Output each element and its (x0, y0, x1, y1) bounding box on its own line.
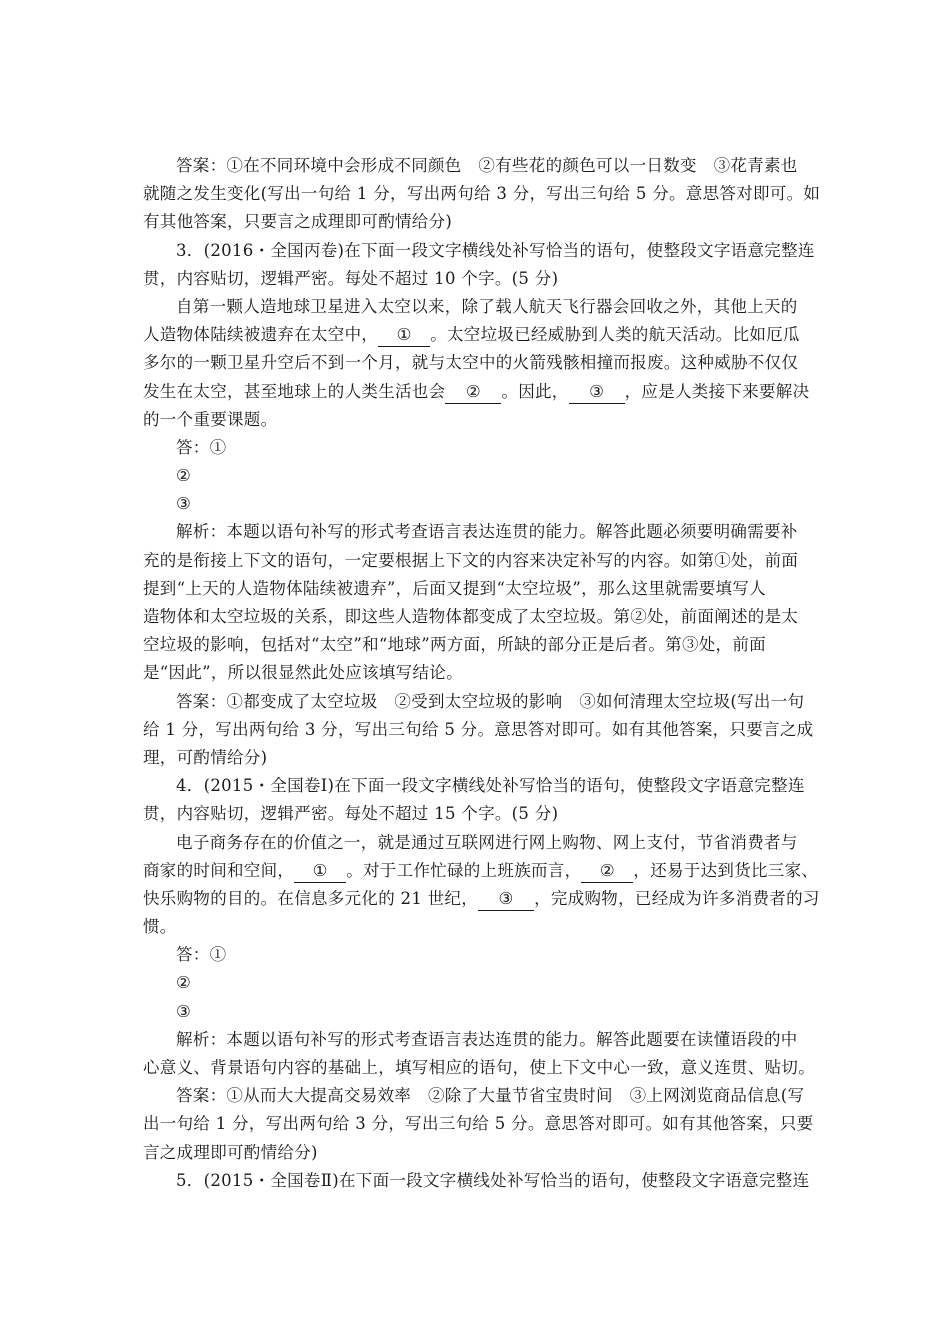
answer-line: 答案：①从而大大提高交易效率 ②除了大量节省宝贵时间 ③上网浏览商品信息(写 (176, 1086, 805, 1106)
analysis-line: 充的是衔接上下文的语句，一定要根据上下文的内容来决定补写的内容。如第①处，前面 (143, 550, 799, 570)
fill-blank-2: ② (445, 381, 501, 404)
analysis-line: 解析：本题以语句补写的形式考查语言表达连贯的能力。解答此题必须要明确需要补 (176, 522, 798, 542)
passage-text: 商家的时间和空间， (143, 860, 295, 880)
fill-blank-1: ① (294, 860, 346, 883)
passage-text: ，还易于达到货比三家、 (633, 860, 819, 880)
passage-line: 多尔的一颗卫星升空后不到一个月，就与太空中的火箭残骸相撞而报废。这种威胁不仅仅 (143, 353, 799, 373)
analysis-line: 心意义、背景语句内容的基础上，填写相应的语句，使上下文中心一致，意义连贯、贴切。 (143, 1058, 815, 1077)
document-body (143, 152, 821, 1195)
answer-line: 出一句给 1 分，写出两句给 3 分，写出三句给 5 分。意思答对即可。如有其他答案，只要 (143, 1114, 814, 1134)
passage-line (143, 378, 808, 406)
analysis-line: 解析：本题以语句补写的形式考查语言表达连贯的能力。解答此题要在读懂语段的中 (176, 1029, 798, 1049)
fill-blank-3: ③ (569, 381, 625, 404)
question-5-heading: 5．(2015・全国卷Ⅱ)在下面一段文字横线处补写恰当的语句，使整段文字语意完整连 (176, 1170, 810, 1190)
passage-line (143, 321, 808, 349)
passage-line (143, 885, 820, 913)
answer-line: 给 1 分，写出两句给 3 分，写出三句给 5 分。意思答对即可。如有其他答案，只要言之成 (143, 719, 814, 739)
answer-slot-2: ② (176, 973, 192, 993)
question-4-heading: 贯，内容贴切，逻辑严密。每处不超过 15 个字。(5 分) (143, 804, 559, 824)
answer-line: 言之成理即可酌情给分) (143, 1142, 318, 1162)
fill-blank-1: ① (378, 324, 430, 347)
passage-text: 人造物体陆续被遗弃在太空中， (143, 325, 379, 345)
analysis-line: 造物体和太空垃圾的关系，即这些人造物体都变成了太空垃圾。第②处，前面阐述的是太 (143, 607, 799, 626)
analysis-line: 是“因此”，所以很显然此处应该填写结论。 (143, 663, 463, 683)
passage-line: 惯。 (143, 917, 177, 937)
analysis-line: 空垃圾的影响，包括对“太空”和“地球”两方面，所缺的部分正是后者。第③处，前面 (143, 635, 766, 655)
answer-line: 就随之发生变化(写出一句给 1 分，写出两句给 3 分，写出三句给 5 分。意思答对即可。如 (143, 184, 821, 204)
answer-line: 理，可酌情给分) (143, 747, 268, 767)
passage-text: 快乐购物的目的。在信息多元化的 21 世纪， (143, 888, 479, 908)
question-3-heading: 贯，内容贴切，逻辑严密。每处不超过 10 个字。(5 分) (143, 268, 559, 288)
passage-text: ，应是人类接下来要解决 (624, 381, 810, 401)
question-4-heading: 4．(2015・全国卷Ⅰ)在下面一段文字横线处补写恰当的语句，使整段文字语意完整连 (176, 776, 805, 796)
fill-blank-2: ② (581, 860, 633, 883)
answer-slot-3: ③ (176, 494, 192, 514)
passage-text: 。对于工作忙碌的上班族而言， (346, 860, 582, 880)
passage-text: 发生在太空，甚至地球上的人类生活也会 (143, 381, 446, 401)
passage-line: 电子商务存在的价值之一，就是通过互联网进行网上购物、网上支付，节省消费者与 (176, 832, 798, 852)
answer-slot-1: 答：① (176, 945, 227, 965)
passage-text: ，完成购物，已经成为许多消费者的习 (534, 888, 820, 908)
fill-blank-3: ③ (478, 888, 534, 911)
passage-line: 自第一颗人造地球卫星进入太空以来，除了载人航天飞行器会回收之外，其他上天的 (176, 296, 798, 316)
analysis-line: 提到“上天的人造物体陆续被遗弃”，后面又提到“太空垃圾”，那么这里就需要填写人 (143, 578, 766, 598)
passage-line (143, 857, 819, 885)
passage-line: 的一个重要课题。 (143, 409, 278, 429)
answer-slot-2: ② (176, 466, 192, 486)
passage-text: 。因此， (501, 381, 569, 401)
answer-line: 有其他答案，只要言之成理即可酌情给分) (143, 212, 453, 232)
answer-slot-1: 答：① (176, 437, 227, 457)
question-3-heading: 3．(2016・全国丙卷)在下面一段文字横线处补写恰当的语句，使整段文字语意完整连 (176, 240, 815, 260)
answer-line: 答案：①都变成了太空垃圾 ②受到太空垃圾的影响 ③如何清理太空垃圾(写出一句 (176, 691, 805, 711)
answer-slot-3: ③ (176, 1001, 192, 1021)
passage-text: 。太空垃圾已经威胁到人类的航天活动。比如厄瓜 (430, 325, 800, 345)
answer-line: 答案：①在不同环境中会形成不同颜色 ②有些花的颜色可以一日数变 ③花青素也 (176, 156, 798, 175)
